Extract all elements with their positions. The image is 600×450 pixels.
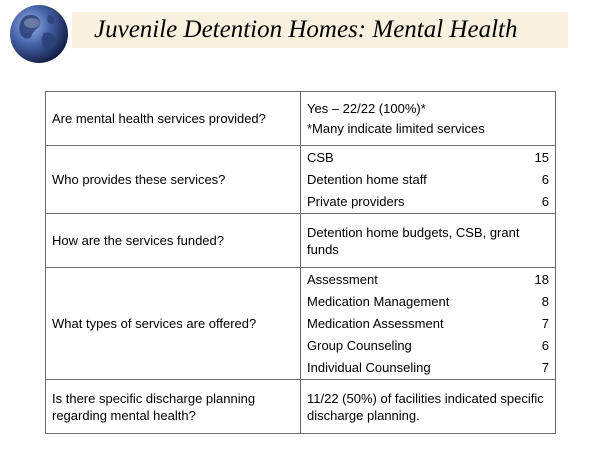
answer-text: 11/22 (50%) of facilities indicated specific discharge planning. xyxy=(307,390,544,423)
survey-table xyxy=(45,91,556,434)
list-item xyxy=(307,357,549,379)
question-cell xyxy=(46,92,301,146)
item-count: 7 xyxy=(541,316,549,331)
list-item xyxy=(307,191,549,213)
question-cell xyxy=(46,214,301,268)
item-count: 6 xyxy=(541,172,549,187)
item-count: 6 xyxy=(541,194,549,209)
item-count: 8 xyxy=(541,294,549,309)
question-cell xyxy=(46,268,301,380)
table-row xyxy=(46,92,556,146)
answer-cell xyxy=(301,214,556,268)
page-title: Juvenile Detention Homes: Mental Health xyxy=(94,16,518,43)
answer-cell xyxy=(301,268,556,380)
question-text: What types of services are offered? xyxy=(52,316,257,331)
answer-line: Yes – 22/22 (100%)* xyxy=(307,101,426,116)
item-label: Private providers xyxy=(307,194,405,209)
answer-cell xyxy=(301,380,556,434)
answer-text: Detention home budgets, CSB, grant funds xyxy=(307,224,520,257)
list-item xyxy=(307,291,549,313)
item-count: 7 xyxy=(541,360,549,375)
globe-icon xyxy=(4,3,74,65)
item-label: Detention home staff xyxy=(307,172,427,187)
list-item xyxy=(307,169,549,191)
item-label: Group Counseling xyxy=(307,338,412,353)
question-text: Are mental health services provided? xyxy=(52,111,266,126)
table-row xyxy=(46,214,556,268)
item-label: CSB xyxy=(307,150,334,165)
list-item xyxy=(307,335,549,357)
answer-cell xyxy=(301,92,556,146)
question-text: Is there specific discharge planning regarding mental health? xyxy=(52,390,256,423)
table-row xyxy=(46,268,556,380)
list-item xyxy=(307,313,549,335)
list-item xyxy=(307,269,549,291)
item-label: Medication Management xyxy=(307,294,450,309)
table-row xyxy=(46,380,556,434)
question-text: How are the services funded? xyxy=(52,233,224,248)
item-count: 6 xyxy=(541,338,549,353)
answer-line: *Many indicate limited services xyxy=(307,121,485,136)
question-cell xyxy=(46,146,301,214)
item-label: Assessment xyxy=(307,272,378,287)
question-cell xyxy=(46,380,301,434)
item-label: Medication Assessment xyxy=(307,316,444,331)
answer-cell xyxy=(301,146,556,214)
item-count: 18 xyxy=(534,272,549,287)
table-row xyxy=(46,146,556,214)
list-item xyxy=(307,147,549,169)
item-count: 15 xyxy=(534,150,549,165)
item-label: Individual Counseling xyxy=(307,360,431,375)
question-text: Who provides these services? xyxy=(52,172,226,187)
